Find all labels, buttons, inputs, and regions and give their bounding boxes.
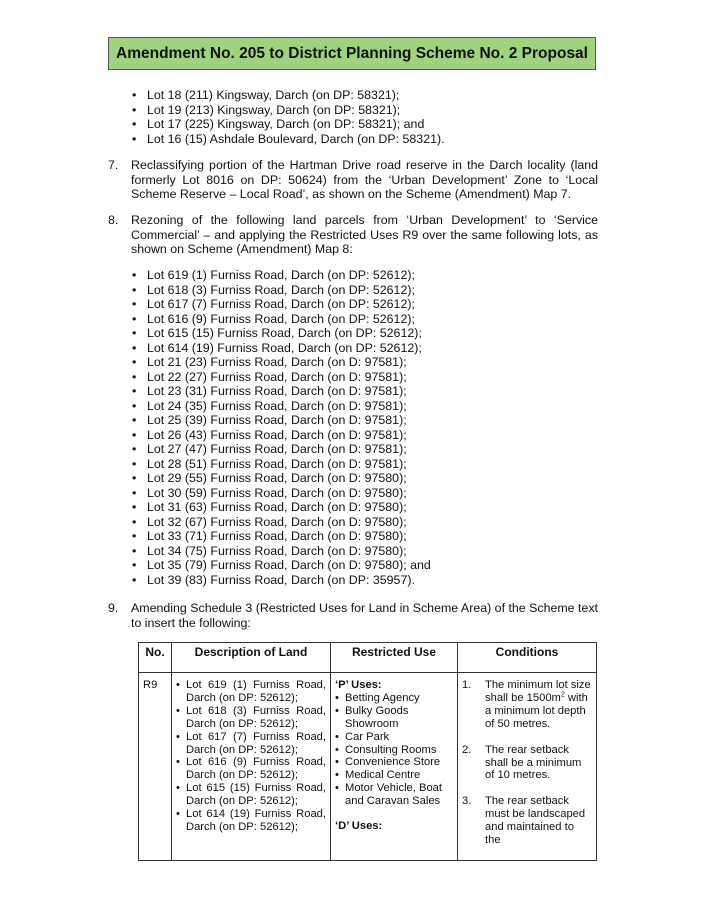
list-item: • Lot 616 (9) Furniss Road, Darch (on DP: 52612); — [132, 311, 415, 326]
list-item: • Lot 39 (83) Furniss Road, Darch (on DP: 35957). — [132, 572, 415, 587]
list-item: 3. The rear setback must be landscaped and maintained to the — [462, 795, 586, 847]
item-7-text: Reclassifying portion of the Hartman Drive road reserve in the Darch locality (land formerly Lot 8016 on DP: 50624) from the ‘Urban Development’ Zone to ‘Local Scheme Reserve – Local Road’, as shown on the Scheme (Amendment) Map 7. — [131, 158, 598, 202]
list-item: • Betting Agency — [335, 691, 420, 704]
list-item: • Bulky Goods Showroom — [335, 704, 409, 730]
item-9-number: 9. — [108, 601, 119, 615]
table-header-row — [139, 643, 597, 673]
item-9-text: Amending Schedule 3 (Restricted Uses for Land in Scheme Area) of the Scheme text to insert the following: — [131, 601, 598, 630]
restricted-uses-table — [138, 642, 597, 861]
list-item: • Lot 22 (27) Furniss Road, Darch (on D: 97581); — [132, 369, 407, 384]
document-title-banner: Amendment No. 205 to District Planning Scheme No. 2 Proposal — [108, 37, 596, 70]
header-description: Description of Land — [172, 643, 331, 673]
cell-no: R9 — [139, 673, 172, 861]
list-item: • Medical Centre — [335, 769, 421, 782]
cell-conditions — [458, 673, 597, 861]
list-item: • Lot 615 (15) Furniss Road, Darch (on DP: 52612); — [132, 326, 422, 340]
header-restricted-use: Restricted Use — [331, 643, 458, 673]
list-item: • Lot 31 (63) Furniss Road, Darch (on D: 97580); — [132, 500, 407, 514]
item-7-number: 7. — [108, 158, 119, 172]
list-item: • Lot 614 (19) Furniss Road, Darch (on DP: 52612); — [176, 808, 326, 833]
header-conditions: Conditions — [458, 643, 597, 673]
list-item: 1. The minimum lot size shall be $1500m^2$ with a minimum lot depth of 50 metres. — [462, 679, 591, 730]
list-item: • Lot 619 (1) Furniss Road, Darch (on DP: 52612); — [132, 268, 415, 282]
list-item: • Lot 18 (211) Kingsway, Darch (on DP: 58321); — [132, 88, 400, 102]
list-item: • Lot 614 (19) Furniss Road, Darch (on DP: 52612); — [132, 340, 422, 355]
item-8-number: 8. — [108, 213, 119, 227]
list-item: • Lot 618 (3) Furniss Road, Darch (on DP: 52612); — [132, 282, 415, 297]
list-item: • Lot 34 (75) Furniss Road, Darch (on D: 97580); — [132, 543, 407, 558]
list-item: • Lot 35 (79) Furniss Road, Darch (on D: 97580); and — [132, 558, 431, 572]
list-item: • Lot 617 (7) Furniss Road, Darch (on DP: 52612); — [176, 730, 326, 756]
list-item: • Car Park — [335, 730, 390, 743]
list-item: • Lot 30 (59) Furniss Road, Darch (on D: 97580); — [132, 485, 407, 500]
cell-description — [172, 673, 331, 861]
list-item: • Lot 617 (7) Furniss Road, Darch (on DP: 52612); — [132, 297, 415, 311]
item-8-lot-list — [132, 268, 431, 587]
list-item: • Lot 616 (9) Furniss Road, Darch (on DP: 52612); — [176, 756, 326, 782]
list-item: • Convenience Store — [335, 756, 441, 769]
list-item: • Lot 16 (15) Ashdale Boulevard, Darch (on DP: 58321). — [132, 131, 445, 146]
header-no: No. — [139, 643, 172, 673]
list-item: • Lot 32 (67) Furniss Road, Darch (on D: 97580); — [132, 514, 407, 529]
list-item: • Lot 27 (47) Furniss Road, Darch (on D: 97581); — [132, 442, 407, 456]
list-item: • Lot 618 (3) Furniss Road, Darch (on DP: 52612); — [176, 704, 326, 730]
list-item: • Lot 29 (55) Furniss Road, Darch (on D: 97580); — [132, 471, 407, 485]
list-item: • Lot 21 (23) Furniss Road, Darch (on D: 97581); — [132, 355, 407, 369]
p-uses-heading: ‘P’ Uses: — [335, 679, 382, 691]
list-item: • Lot 26 (43) Furniss Road, Darch (on D: 97581); — [132, 427, 407, 442]
list-item: 2. The rear setback shall be a minimum of 10 metres. — [462, 743, 582, 782]
table-row — [139, 673, 597, 861]
list-item: • Lot 17 (225) Kingsway, Darch (on DP: 58321); and — [132, 117, 425, 131]
list-item: • Lot 619 (1) Furniss Road, Darch (on DP: 52612); — [176, 679, 326, 704]
item-8-text: Rezoning of the following land parcels from ‘Urban Development’ to ‘Service Commercial’ – and applying the Restricted Uses R9 over the same following lots, as shown on Scheme (Amendment) Map 8: — [131, 213, 598, 257]
list-item: • Lot 19 (213) Kingsway, Darch (on DP: 58321); — [132, 102, 401, 117]
d-uses-heading: ‘D’ Uses: — [335, 820, 383, 833]
list-item: • Lot 615 (15) Furniss Road, Darch (on DP: 52612); — [176, 782, 326, 808]
top-lot-list — [132, 88, 445, 146]
list-item: • Motor Vehicle, Boat and Caravan Sales — [335, 782, 443, 808]
list-item: • Lot 33 (71) Furniss Road, Darch (on D: 97580); — [132, 529, 407, 543]
list-item: • Lot 25 (39) Furniss Road, Darch (on D: 97581); — [132, 413, 407, 427]
list-item: • Lot 23 (31) Furniss Road, Darch (on D: 97581); — [132, 384, 407, 398]
list-item: • Lot 28 (51) Furniss Road, Darch (on D: 97581); — [132, 456, 407, 471]
list-item: • Consulting Rooms — [335, 743, 437, 756]
cell-restricted-use — [331, 673, 458, 861]
list-item: • Lot 24 (35) Furniss Road, Darch (on D: 97581); — [132, 398, 407, 413]
